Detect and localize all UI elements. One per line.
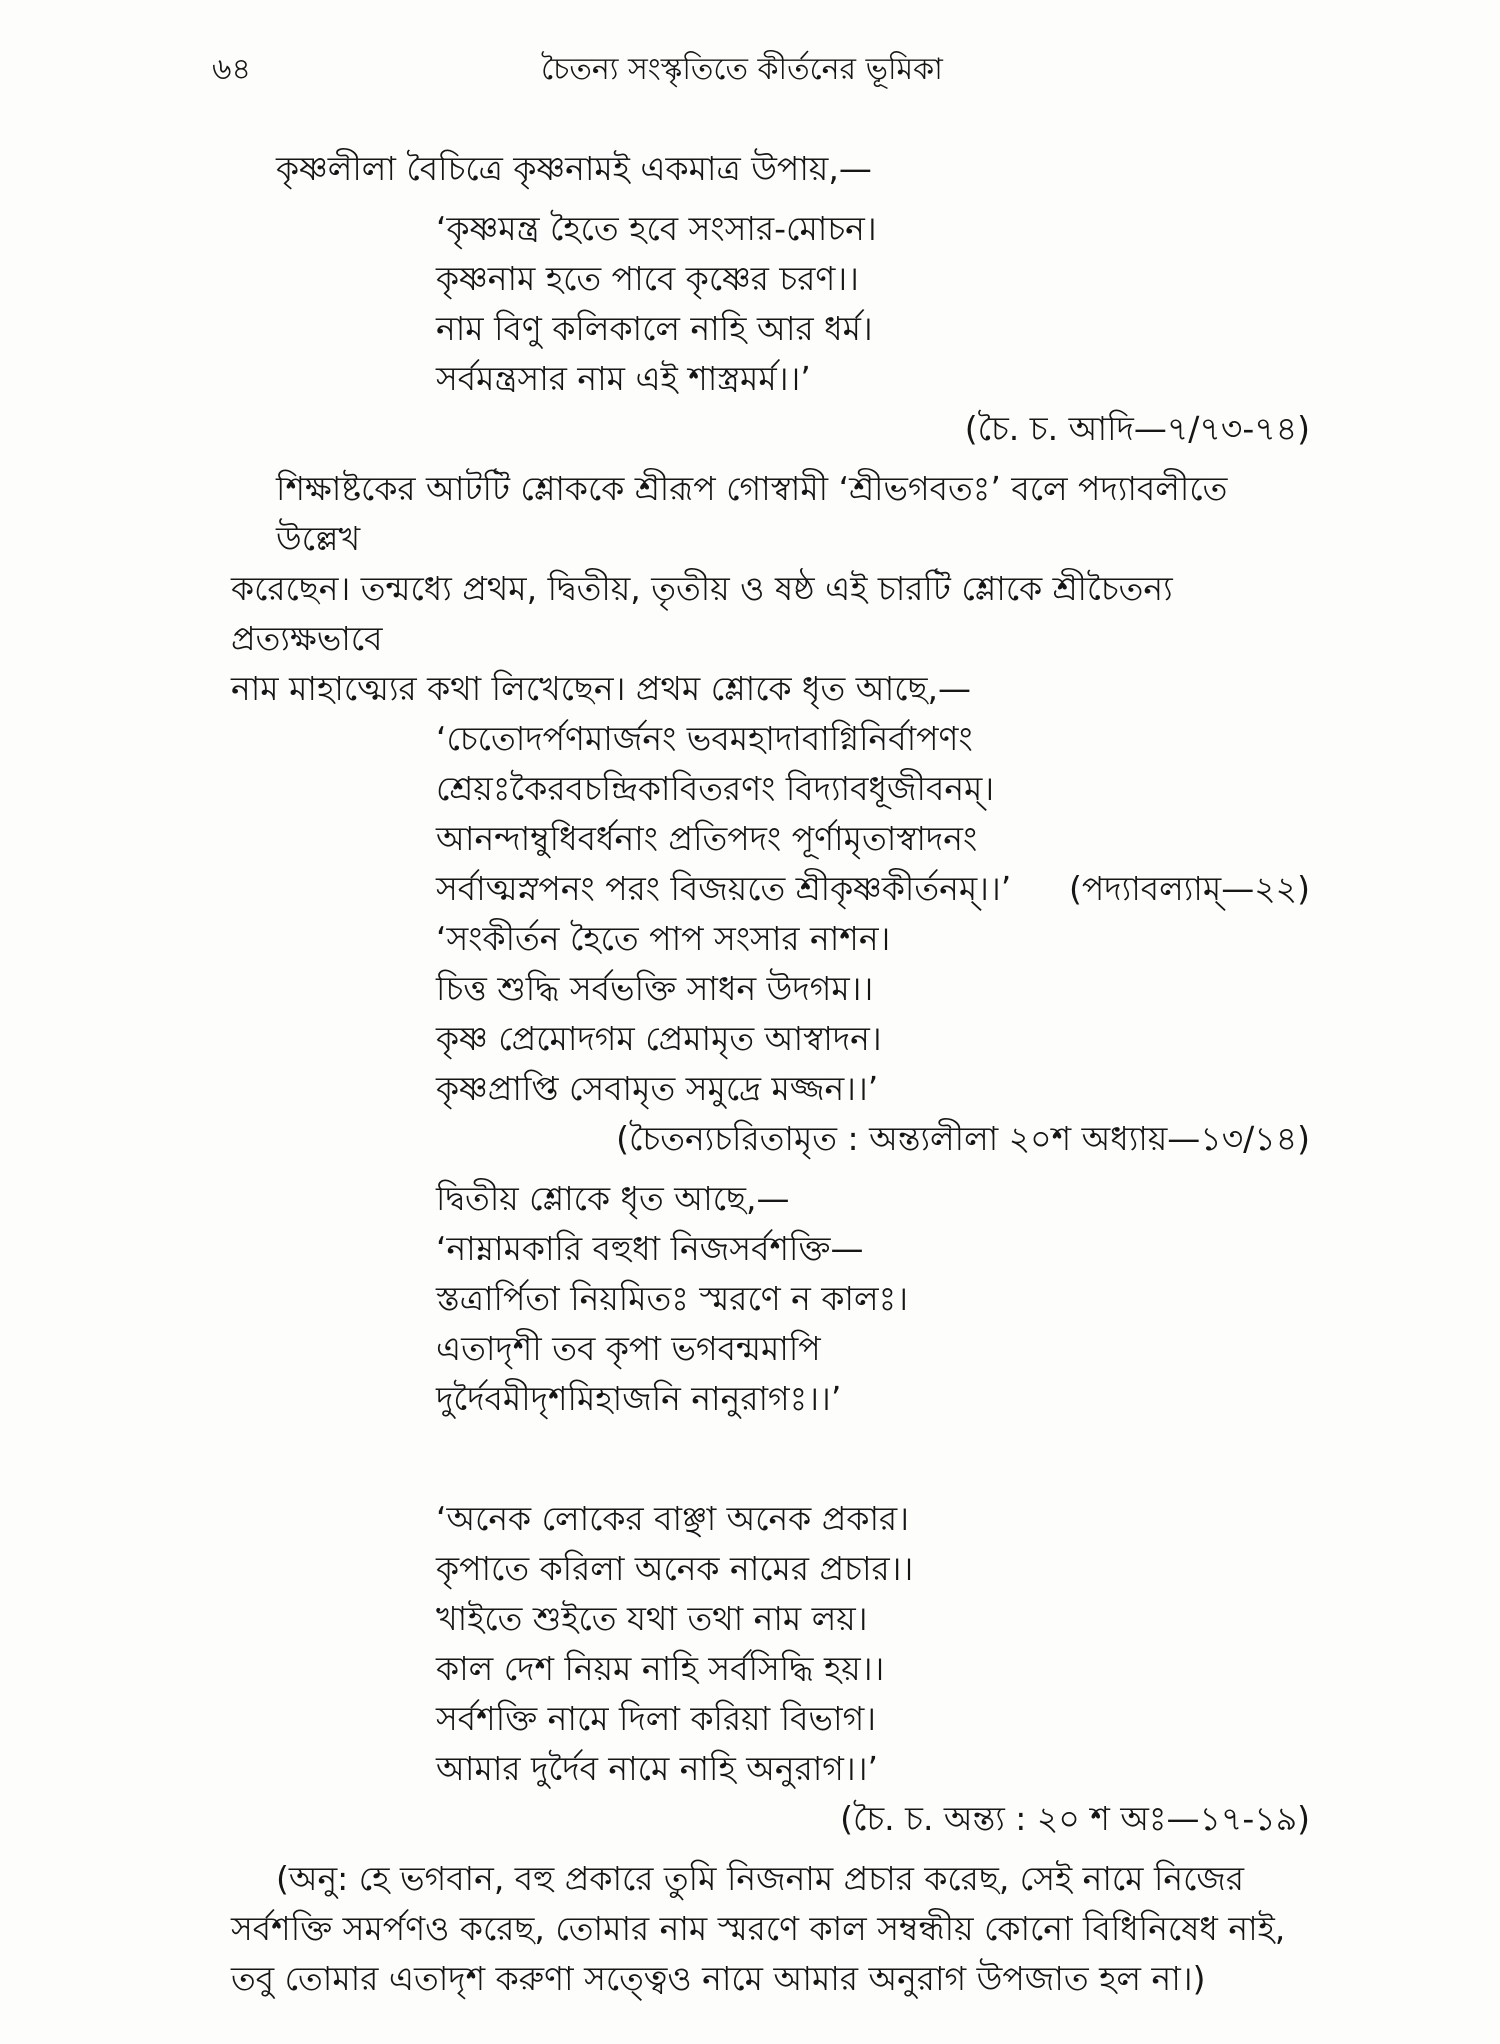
translation-line: (অনু: হে ভগবান, বহু প্রকারে তুমি নিজনাম প্রচার করেছ, সেই নামে নিজের — [276, 1859, 1245, 1898]
sloka-last-row — [436, 864, 1310, 914]
citation: (চৈতন্যচরিতামৃত : অন্ত্যলীলা ২০শ অধ্যায়—১৩/১৪) — [616, 1119, 1310, 1158]
translation-line: সর্বশক্তি সমর্পণও করেছ, তোমার নাম স্মরণে কাল সম্বন্ধীয় কোনো বিধিনিষেধ নাই, — [231, 1909, 1286, 1948]
paragraph — [231, 464, 1310, 714]
sloka-line: দুর্দৈবমীদৃশমিহাজনি নানুরাগঃ।।’ — [436, 1379, 842, 1418]
verse-line: কৃষ্ণনাম হতে পাবে কৃষ্ণের চরণ।। — [436, 259, 859, 298]
verse-line: কাল দেশ নিয়ম নাহি সর্বসিদ্ধি হয়।। — [436, 1649, 885, 1688]
citation: (চৈ. চ. অন্ত্য : ২০ শ অঃ—১৭-১৯) — [840, 1799, 1310, 1838]
sloka-line: ‘চেতোদর্পণমার্জনং ভবমহাদাবাগ্নিনির্বাপণং — [436, 719, 973, 758]
verse-2 — [436, 914, 1310, 1114]
verse-line: ‘অনেক লোকের বাঞ্ছা অনেক প্রকার। — [436, 1499, 909, 1538]
intro-line: কৃষ্ণলীলা বৈচিত্রে কৃষ্ণনামই একমাত্র উপায়,— — [276, 149, 872, 188]
page-header — [212, 48, 1310, 92]
sloka-line: সর্বাত্মস্নপনং পরং বিজয়তে শ্রীকৃষ্ণকীর্তনম্।।’ — [436, 869, 1012, 908]
sloka-line: এতাদৃশী তব কৃপা ভগবন্মমাপি — [436, 1329, 821, 1368]
verse-line: কৃপাতে করিলা অনেক নামের প্রচার।। — [436, 1549, 914, 1588]
translation — [231, 1854, 1310, 2004]
verse-line: কৃষ্ণপ্রাপ্তি সেবামৃত সমুদ্রে মজ্জন।।’ — [436, 1069, 879, 1108]
verse-line: চিত্ত শুদ্ধি সর্বভক্তি সাধন উদগম।। — [436, 969, 874, 1008]
verse-line: কৃষ্ণ প্রেমোদগম প্রেমামৃত আস্বাদন। — [436, 1019, 882, 1058]
verse-line: খাইতে শুইতে যথা তথা নাম লয়। — [436, 1599, 868, 1638]
verse-3 — [436, 1494, 1310, 1794]
paragraph-line: শিক্ষাষ্টকের আটটি শ্লোককে শ্রীরূপ গোস্বামী ‘শ্রীভগবতঃ’ বলে পদ্যাবলীতে উল্লেখ — [276, 469, 1228, 558]
translation-line: তবু তোমার এতাদৃশ করুণা সত্ত্বেও নামে আমার অনুরাগ উপজাত হল না।) — [231, 1959, 1206, 1998]
citation: (চৈ. চ. আদি—৭/৭৩-৭৪) — [964, 409, 1310, 448]
verse-line: নাম বিণু কলিকালে নাহি আর ধর্ম। — [436, 309, 873, 348]
sloka-line: শ্রেয়ঃকৈরবচন্দ্রিকাবিতরণং বিদ্যাবধূজীবনম্। — [436, 769, 995, 808]
verse-1 — [436, 204, 1310, 404]
verse-line: সর্বমন্ত্রসার নাম এই শাস্ত্রমর্ম।।’ — [436, 359, 811, 398]
running-title: চৈতন্য সংস্কৃতিতে কীর্তনের ভূমিকা — [541, 52, 943, 87]
sanskrit-sloka-1 — [436, 714, 1310, 914]
verse-line: সর্বশক্তি নামে দিলা করিয়া বিভাগ। — [436, 1699, 877, 1738]
sloka-line: আনন্দাম্বুধিবর্ধনাং প্রতিপদং পূর্ণামৃতাস্বাদনং — [436, 819, 978, 858]
verse-line: ‘কৃষ্ণমন্ত্র হৈতে হবে সংসার-মোচন। — [436, 209, 877, 248]
page-number: ৬৪ — [212, 52, 251, 87]
sloka-line: স্তত্রার্পিতা নিয়মিতঃ স্মরণে ন কালঃ। — [436, 1279, 908, 1318]
page-body — [231, 144, 1310, 2004]
paragraph-line: করেছেন। তন্মধ্যে প্রথম, দ্বিতীয়, তৃতীয় ও ষষ্ঠ এই চারটি শ্লোকে শ্রীচৈতন্য প্রত্যক্ষভাবে — [231, 569, 1173, 658]
verse-line: ‘সংকীর্তন হৈতে পাপ সংসার নাশন। — [436, 919, 891, 958]
citation: (পদ্যাবল্যাম্—২২) — [1069, 869, 1310, 908]
sloka-line: ‘নাম্নামকারি বহুধা নিজসর্বশক্তি— — [436, 1229, 864, 1268]
verse-line: আমার দুর্দৈব নামে নাহি অনুরাগ।।’ — [436, 1749, 879, 1788]
sanskrit-sloka-2 — [436, 1224, 1310, 1424]
paragraph-line: নাম মাহাত্ম্যের কথা লিখেছেন। প্রথম শ্লোকে ধৃত আছে,— — [231, 669, 972, 708]
second-intro: দ্বিতীয় শ্লোকে ধৃত আছে,— — [436, 1179, 790, 1218]
